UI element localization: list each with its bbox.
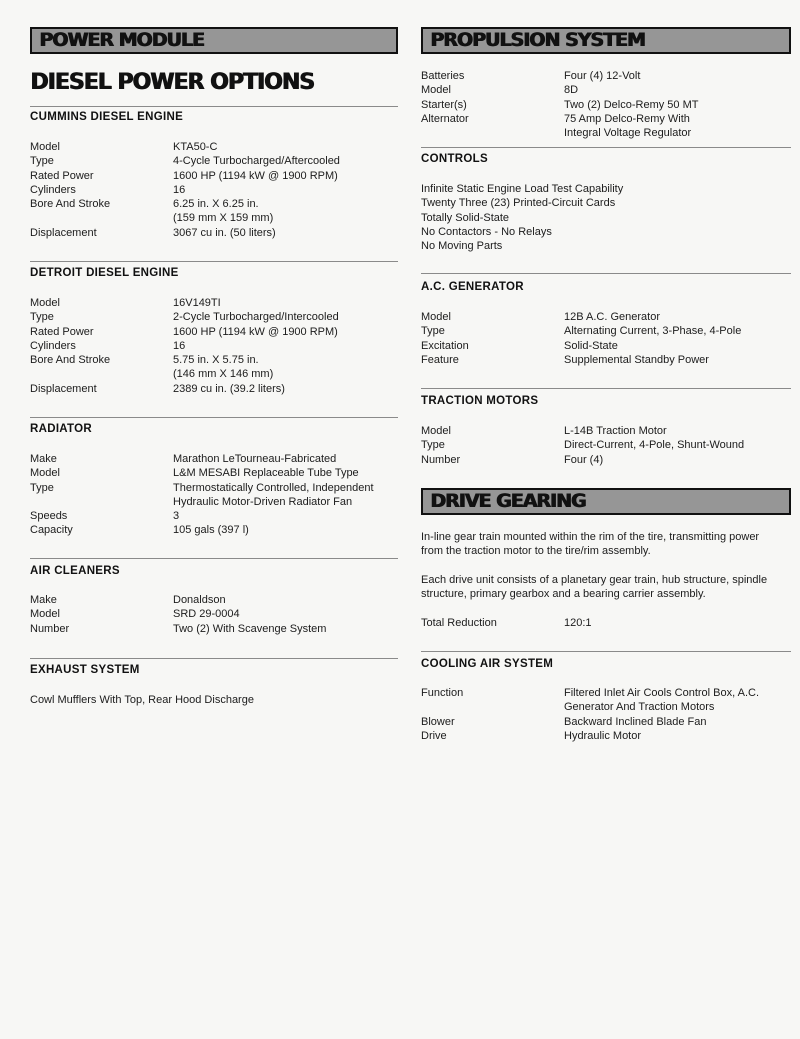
spec-value: 6.25 in. X 6.25 in. [173, 198, 259, 211]
spec-value: Supplemental Standby Power [564, 353, 709, 366]
spec-value: 12B A.C. Generator [564, 311, 660, 323]
spec-value: 16 [173, 183, 186, 196]
spec-row [30, 523, 398, 537]
spec-value: 16V149TI [173, 297, 221, 309]
spec-label: Rated Power [30, 169, 94, 182]
spec-row [421, 83, 791, 97]
spec-value: L-14B Traction Motor [564, 425, 667, 437]
spec-row [30, 339, 398, 353]
spec-row [30, 481, 398, 495]
spec-value: Backward Inclined Blade Fan [564, 715, 707, 728]
spec-value: 2-Cycle Turbocharged/Intercooled [173, 311, 339, 324]
spec-label: Model [30, 297, 60, 309]
spec-value: Generator And Traction Motors [564, 701, 715, 714]
spec-label: Cylinders [30, 183, 76, 196]
spec-row [30, 296, 398, 310]
divider [30, 558, 398, 559]
generator-section-title: A.C. GENERATOR [421, 281, 524, 293]
spec-row [421, 339, 791, 353]
spec-row [421, 126, 791, 140]
spec-row [30, 495, 398, 509]
total-reduction-value: 120:1 [564, 617, 592, 629]
spec-value: 5.75 in. X 5.75 in. [173, 354, 259, 367]
spec-label: Excitation [421, 339, 469, 352]
spec-value: 3 [173, 510, 180, 523]
spec-value: 105 gals (397 l) [173, 524, 249, 537]
spec-label: Alternator [421, 112, 469, 125]
spec-value: 1600 HP (1194 kW @ 1900 RPM) [173, 325, 338, 338]
drive-paragraph-1: In-line gear train mounted within the rim of the tire, transmitting power from the traction motor to the tire/rim assembly. [421, 531, 760, 558]
spec-value: 1600 HP (1194 kW @ 1900 RPM) [173, 169, 338, 182]
spec-value: (159 mm X 159 mm) [173, 212, 274, 225]
spec-label: Starter(s) [421, 98, 467, 111]
divider [30, 106, 398, 107]
spec-label: Make [30, 594, 57, 606]
spec-label: Model [421, 84, 451, 97]
spec-label [30, 211, 173, 225]
spec-label: Bore And Stroke [30, 354, 111, 367]
spec-row [421, 310, 791, 324]
generator-spec-list [421, 310, 791, 367]
spec-value: Hydraulic Motor [564, 729, 642, 742]
spec-value: 3067 cu in. (50 liters) [173, 226, 276, 239]
cummins-section-title: CUMMINS DIESEL ENGINE [30, 111, 184, 123]
radiator-section-title: RADIATOR [30, 423, 93, 435]
spec-row [421, 112, 791, 126]
spec-label: Type [30, 155, 54, 168]
spec-row [30, 154, 398, 168]
spec-row [30, 140, 398, 154]
spec-value: Four (4) [564, 453, 604, 466]
spec-row [30, 310, 398, 324]
spec-value: Two (2) With Scavenge System [173, 622, 327, 635]
spec-row [421, 424, 791, 438]
spec-value: SRD 29-0004 [173, 608, 240, 621]
list-item: Infinite Static Engine Load Test Capability [421, 183, 624, 195]
spec-label: Type [30, 481, 54, 494]
air-cleaners-section-title: AIR CLEANERS [30, 565, 120, 577]
spec-value: Direct-Current, 4-Pole, Shunt-Wound [564, 439, 745, 452]
spec-label: Model [421, 425, 451, 437]
traction-section-title: TRACTION MOTORS [421, 395, 539, 407]
spec-row [421, 353, 791, 367]
spec-label: Make [30, 453, 57, 465]
spec-label: Model [30, 467, 60, 480]
spec-row [421, 729, 791, 743]
spec-value: Marathon LeTourneau-Fabricated [173, 453, 337, 465]
spec-label: Model [30, 141, 60, 153]
spec-label [421, 126, 564, 140]
spec-value: Alternating Current, 3-Phase, 4-Pole [564, 325, 742, 338]
spec-value: (146 mm X 146 mm) [173, 368, 274, 381]
spec-row [30, 466, 398, 480]
spec-row [30, 325, 398, 339]
divider [30, 417, 398, 418]
spec-row [421, 453, 791, 467]
divider [30, 658, 398, 659]
traction-spec-list [421, 424, 791, 467]
exhaust-text: Cowl Mufflers With Top, Rear Hood Discharge [30, 694, 254, 706]
spec-row [421, 324, 791, 338]
divider [421, 388, 791, 389]
spec-row [30, 607, 398, 621]
drive-paragraph-2: Each drive unit consists of a planetary gear train, hub structure, spindle structure, primary gearbox and a bearing carrier assembly. [421, 574, 768, 601]
spec-label: Capacity [30, 524, 73, 537]
spec-value: L&M MESABI Replaceable Tube Type [173, 467, 359, 480]
propulsion-system-banner: PROPULSION SYSTEM [421, 27, 791, 54]
spec-row [421, 438, 791, 452]
air-cleaners-spec-list [30, 593, 398, 636]
spec-label: Blower [421, 715, 455, 728]
list-item: No Contactors - No Relays [421, 225, 552, 238]
list-item: Totally Solid-State [421, 211, 510, 224]
exhaust-section-title: EXHAUST SYSTEM [30, 664, 140, 676]
spec-label [421, 700, 564, 714]
spec-row [30, 197, 398, 211]
spec-label: Displacement [30, 226, 97, 239]
spec-label: Drive [421, 729, 447, 742]
spec-row [30, 226, 398, 240]
spec-row [30, 367, 398, 381]
spec-value: 16 [173, 339, 186, 352]
spec-row [30, 183, 398, 197]
spec-row [421, 686, 791, 700]
spec-label: Number [30, 622, 70, 635]
spec-label: Type [421, 325, 445, 338]
spec-value: Solid-State [564, 339, 618, 352]
spec-row [421, 700, 791, 714]
spec-row [421, 69, 791, 83]
spec-value: Two (2) Delco-Remy 50 MT [564, 98, 699, 111]
list-item: Twenty Three (23) Printed-Circuit Cards [421, 197, 616, 210]
detroit-spec-list [30, 296, 398, 396]
spec-label: Rated Power [30, 325, 94, 338]
spec-row [30, 593, 398, 607]
spec-value: 2389 cu in. (39.2 liters) [173, 382, 285, 395]
spec-label [30, 495, 173, 509]
divider [421, 147, 791, 148]
spec-value: Integral Voltage Regulator [564, 127, 692, 140]
divider [421, 651, 791, 652]
spec-row [30, 382, 398, 396]
power-module-banner: POWER MODULE [30, 27, 398, 54]
spec-label: Bore And Stroke [30, 198, 111, 211]
controls-list [421, 182, 791, 253]
spec-row [421, 98, 791, 112]
spec-row [30, 509, 398, 523]
spec-value: Filtered Inlet Air Cools Control Box, A.C. [564, 687, 760, 699]
spec-row [30, 452, 398, 466]
spec-value: 4-Cycle Turbocharged/Aftercooled [173, 155, 340, 168]
spec-value: Hydraulic Motor-Driven Radiator Fan [173, 495, 353, 508]
spec-label: Number [421, 453, 461, 466]
spec-value: 8D [564, 84, 579, 97]
spec-row [30, 211, 398, 225]
spec-label [30, 367, 173, 381]
detroit-section-title: DETROIT DIESEL ENGINE [30, 267, 179, 279]
controls-section-title: CONTROLS [421, 153, 488, 165]
spec-value: Donaldson [173, 594, 226, 606]
spec-label: Feature [421, 353, 459, 366]
spec-row [30, 622, 398, 636]
cooling-section-title: COOLING AIR SYSTEM [421, 658, 554, 670]
divider [30, 261, 398, 262]
diesel-power-options-title: DIESEL POWER OPTIONS [30, 70, 314, 95]
spec-label: Model [30, 608, 60, 621]
cooling-spec-list [421, 686, 791, 743]
spec-row [30, 353, 398, 367]
spec-label: Type [30, 311, 54, 324]
divider [421, 273, 791, 274]
spec-value: KTA50-C [173, 141, 218, 153]
spec-label: Speeds [30, 510, 68, 523]
cummins-spec-list [30, 140, 398, 240]
spec-label: Cylinders [30, 339, 76, 352]
spec-label: Function [421, 687, 464, 699]
total-reduction-label: Total Reduction [421, 617, 497, 629]
spec-row [421, 715, 791, 729]
spec-value: Four (4) 12-Volt [564, 70, 641, 82]
spec-label: Model [421, 311, 451, 323]
radiator-spec-list [30, 452, 398, 538]
spec-label: Batteries [421, 70, 465, 82]
drive-gearing-banner: DRIVE GEARING [421, 488, 791, 515]
spec-row [30, 169, 398, 183]
total-reduction-row [421, 616, 783, 630]
battery-spec-list [421, 69, 791, 140]
spec-label: Displacement [30, 382, 97, 395]
spec-value: 75 Amp Delco-Remy With [564, 112, 690, 125]
list-item: No Moving Parts [421, 240, 503, 253]
spec-value: Thermostatically Controlled, Independent [173, 481, 374, 494]
spec-label: Type [421, 439, 445, 452]
